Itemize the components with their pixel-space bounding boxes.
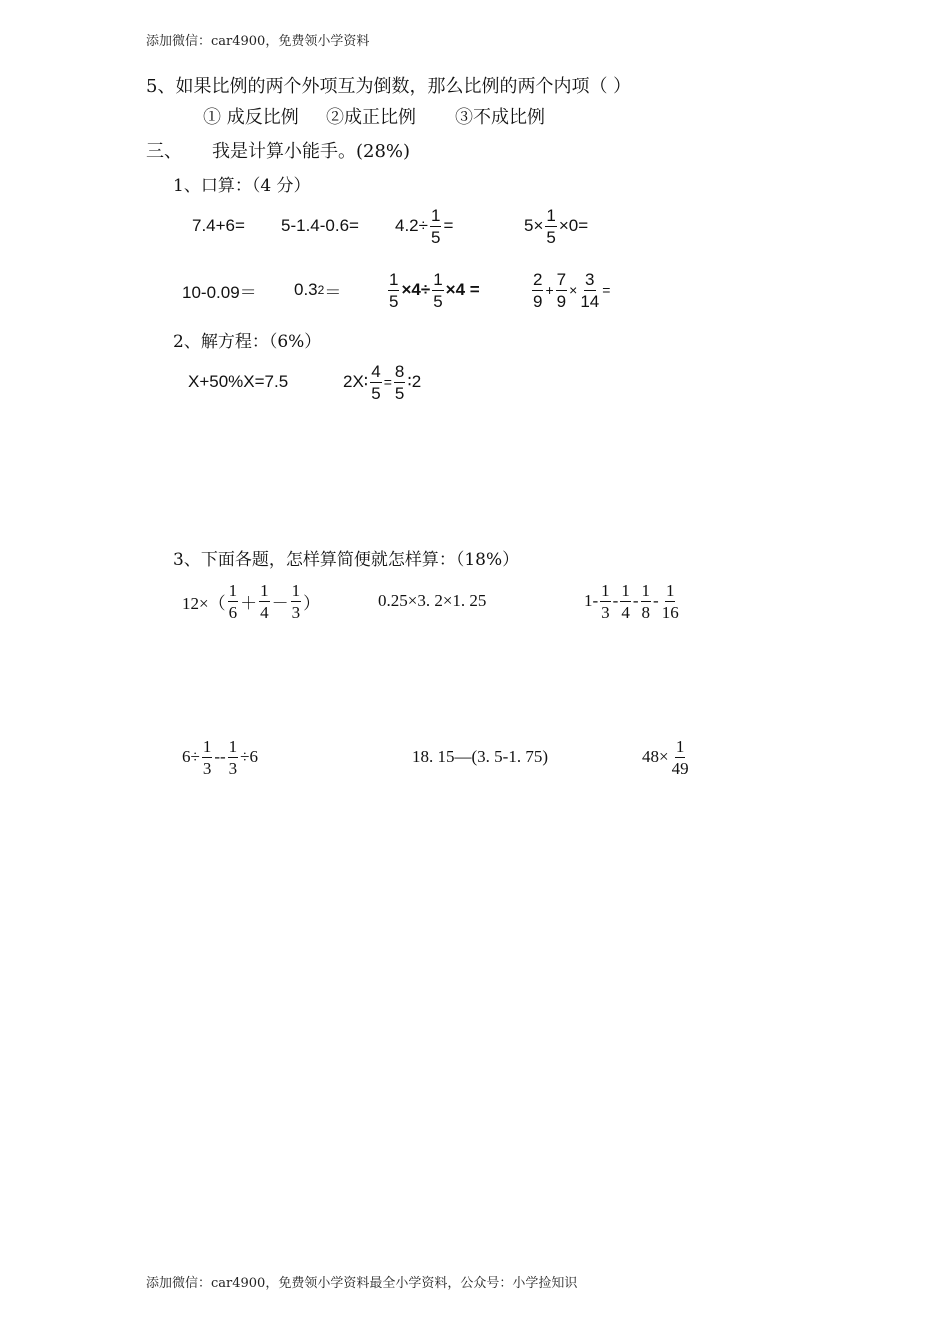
denominator: 9	[533, 291, 543, 311]
fraction	[661, 582, 680, 621]
fraction	[532, 271, 543, 310]
denominator: 3	[202, 758, 212, 778]
fraction	[259, 582, 270, 621]
q5-option-2: ②成正比例	[326, 107, 416, 128]
operator: --	[214, 747, 226, 766]
fraction	[228, 738, 239, 777]
equation-2-post: ∶2	[407, 372, 422, 391]
denominator: 5	[430, 227, 441, 247]
simplify-title: 3、下面各题，怎样算简便就怎样算：（18%）	[173, 550, 520, 570]
oral-item-4	[524, 206, 588, 246]
denominator: 9	[556, 291, 567, 311]
numerator: 7	[556, 269, 567, 289]
fraction	[641, 582, 652, 621]
operator: =	[383, 374, 392, 390]
oral-item-3	[395, 206, 453, 246]
fraction	[202, 738, 213, 777]
simplify-r2-a-post: ÷6	[240, 747, 259, 766]
numerator: 1	[665, 580, 675, 600]
fraction	[370, 363, 381, 402]
fraction	[620, 582, 631, 621]
equation-2-pre: 2X∶	[343, 372, 369, 391]
oral-r1-c-post: =	[443, 216, 454, 235]
page-header: 添加微信：car4900，免费领小学资料	[146, 34, 370, 49]
oral-r2-d-post: =	[602, 282, 611, 298]
q5-option-1: ① 成反比例	[203, 107, 299, 128]
oral-r1-a: 7.4+6=	[192, 216, 245, 235]
numerator: 4	[371, 361, 381, 381]
denominator: 8	[641, 602, 651, 622]
simplify-r2-a-pre: 6÷	[182, 747, 200, 766]
simplify-r1-b: 0.25×3. 2×1. 25	[378, 591, 487, 610]
operator: +	[545, 282, 554, 298]
oral-title: 1、口算：（4 分）	[173, 176, 311, 196]
oral-r2-c-post: ×4 =	[445, 280, 480, 299]
denominator: 5	[433, 291, 443, 311]
fraction	[228, 582, 239, 621]
section3-number: 三、	[146, 141, 182, 162]
simplify-r2-b: 18. 15—(3. 5-1. 75)	[412, 747, 548, 766]
equation-2	[343, 362, 421, 402]
denominator: 3	[601, 602, 610, 622]
denominator: 3	[291, 602, 301, 622]
fraction	[556, 271, 567, 310]
numerator: 1	[260, 580, 269, 600]
numerator: 1	[675, 736, 685, 756]
simplify-r1-a-pre: 12×（	[182, 593, 226, 613]
oral-item-5	[182, 270, 257, 310]
fraction	[579, 271, 600, 310]
oral-item-6	[294, 270, 341, 310]
oral-r1-d-post: ×0=	[558, 216, 589, 235]
numerator: 1	[621, 580, 630, 600]
oral-r2-a: 10-0.09＝	[182, 282, 257, 302]
denominator: 14	[580, 291, 600, 311]
oral-r2-c-mid: ×4÷	[401, 280, 431, 299]
numerator: 1	[228, 580, 238, 600]
operator: -	[653, 591, 659, 610]
exponent: 2	[317, 283, 325, 297]
simplify-item-2	[378, 581, 486, 621]
numerator: 1	[202, 736, 212, 756]
simplify-item-5	[412, 737, 548, 777]
numerator: 1	[430, 205, 441, 225]
operator: ×	[569, 282, 578, 298]
denominator: 4	[260, 602, 269, 622]
fraction	[600, 582, 611, 621]
numerator: 8	[394, 361, 405, 381]
denominator: 5	[546, 227, 556, 247]
denominator: 5	[394, 383, 405, 403]
oral-r2-b-base: 0.3	[294, 280, 318, 299]
fraction	[388, 271, 399, 310]
fraction	[291, 582, 302, 621]
fraction	[432, 271, 443, 310]
simplify-r1-c-pre: 1-	[584, 591, 599, 610]
simplify-item-4	[182, 737, 258, 777]
fraction	[671, 738, 690, 777]
oral-r1-b: 5-1.4-0.6=	[281, 216, 359, 235]
oral-r1-c-pre: 4.2÷	[395, 216, 428, 235]
numerator: 1	[433, 269, 443, 289]
oral-item-7	[386, 270, 480, 310]
operator: ＋	[240, 593, 258, 613]
oral-item-2	[281, 206, 359, 246]
numerator: 1	[641, 580, 651, 600]
denominator: 49	[671, 758, 689, 778]
equations-title: 2、解方程：（6%）	[173, 332, 322, 352]
denominator: 6	[228, 602, 238, 622]
denominator: 16	[661, 602, 679, 622]
operator: -	[612, 591, 619, 610]
oral-r2-b-post: ＝	[324, 282, 342, 302]
denominator: 4	[621, 602, 630, 622]
simplify-item-1	[182, 581, 320, 621]
numerator: 1	[389, 269, 399, 289]
section3-title: 我是计算小能手。(28%)	[212, 141, 411, 162]
equation-1	[188, 362, 288, 402]
numerator: 1	[601, 580, 610, 600]
oral-item-8	[530, 270, 610, 310]
fraction	[430, 207, 441, 246]
oral-r1-d-pre: 5×	[524, 216, 544, 235]
fraction	[394, 363, 405, 402]
simplify-r2-c-pre: 48×	[642, 747, 669, 766]
page-footer: 添加微信：car4900，免费领小学资料最全小学资料，公众号：小学捡知识	[146, 1276, 578, 1291]
q5-question: 5、如果比例的两个外项互为倒数，那么比例的两个内项（ ）	[146, 76, 632, 97]
simplify-item-6	[642, 737, 692, 777]
numerator: 2	[533, 269, 543, 289]
denominator: 5	[389, 291, 399, 311]
numerator: 1	[546, 205, 556, 225]
numerator: 1	[291, 580, 301, 600]
q5-option-3: ③不成比例	[455, 107, 545, 128]
denominator: 5	[371, 383, 381, 403]
simplify-r1-a-post: ）	[303, 593, 321, 613]
denominator: 3	[228, 758, 238, 778]
operator: -	[632, 591, 639, 610]
numerator: 3	[585, 269, 595, 289]
oral-item-1	[192, 206, 245, 246]
equation-1-text: X+50%X=7.5	[188, 372, 289, 391]
simplify-item-3	[584, 581, 682, 621]
fraction	[545, 207, 556, 246]
operator: －	[271, 593, 289, 613]
numerator: 1	[228, 736, 238, 756]
